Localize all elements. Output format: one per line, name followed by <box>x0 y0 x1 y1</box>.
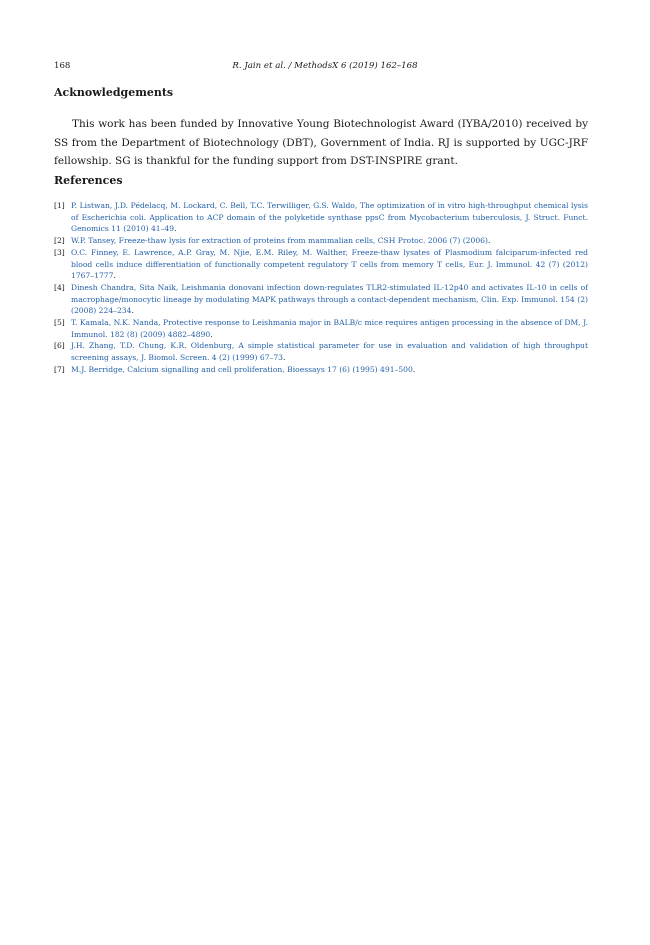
reference-link[interactable]: M.J. Berridge, Calcium signalling and cell proliferation, Bioessays 17 (6) (1995) 491–500 <box>71 364 413 374</box>
reference-number: [5] <box>54 318 65 328</box>
reference-item <box>54 200 588 235</box>
reference-number: [1] <box>54 201 65 210</box>
reference-link[interactable]: P. Listwan, J.D. Pédelacq, M. Lockard, C. Bell, T.C. Terwilliger, G.S. Waldo, The optimization of in vitro high-throughput chemical lysis of Escherichia coli. Application to ACP domain of the polyketide synthase ppsC from Mycobacterium tuberculosis, J. Struct. Funct. Genomics 11 (2010) 41–49 <box>71 201 588 234</box>
reference-number: [7] <box>54 364 65 374</box>
page-number: 168 <box>54 61 71 71</box>
reference-item <box>54 247 588 282</box>
reference-period: . <box>113 271 116 281</box>
reference-period: . <box>174 224 177 234</box>
reference-period: . <box>412 364 416 374</box>
reference-item <box>54 317 588 340</box>
reference-item <box>54 282 588 317</box>
references-heading: References <box>54 174 123 187</box>
reference-link[interactable]: W.P. Tansey, Freeze-thaw lysis for extraction of proteins from mammalian cells, CSH Protoc. 2006 (7) (2006) <box>71 236 488 246</box>
reference-list <box>54 200 588 376</box>
reference-number: [4] <box>54 282 65 292</box>
reference-item <box>54 235 588 247</box>
reference-link[interactable]: Dinesh Chandra, Sita Naik, Leishmania donovani infection down-regulates TLR2-stimulated IL-12p40 and activates IL-10 in cells of macrophage/monocytic lineage by modulating MAPK pathways through a contact-dependent mechanism, Clin. Exp. Immunol. 154 (2) (2008) 224–234 <box>71 282 588 316</box>
reference-number: [2] <box>54 236 65 246</box>
reference-item <box>54 340 588 363</box>
reference-link[interactable]: O.C. Finney, E. Lawrence, A.P. Gray, M. Njie, E.M. Riley, M. Walther, Freeze-thaw lysates of Plasmodium falciparum-infected red blood cells induce differentiation of functionally competent regulatory T cells from memory T cells, Eur. J. Immunol. 42 (7) (2012) 1767–1777 <box>71 247 588 281</box>
reference-number: [6] <box>54 341 65 351</box>
reference-item <box>54 364 588 376</box>
reference-number: [3] <box>54 247 65 257</box>
reference-period: . <box>210 329 213 339</box>
reference-link[interactable]: T. Kamala, N.K. Nanda, Protective response to Leishmania major in BALB/c mice requires antigen processing in the absence of DM, J. Immunol. 182 (8) (2009) 4882–4890 <box>71 318 588 339</box>
running-title: R. Jain et al. / MethodsX 6 (2019) 162–168 <box>232 61 418 71</box>
running-header <box>54 61 596 75</box>
acknowledgements-paragraph: This work has been funded by Innovative Young Biotechnologist Award (IYBA/2010) received by SS from the Department of Biotechnology (DBT), Government of India. RJ is supported by UGC-JRF fellowship. SG is thankful for the funding support from DST-INSPIRE grant. <box>54 118 588 167</box>
reference-period: . <box>487 236 491 246</box>
reference-link[interactable]: J.H. Zhang, T.D. Chung, K.R. Oldenburg, A simple statistical parameter for use in evaluation and validation of high throughput screening assays, J. Biomol. Screen. 4 (2) (1999) 67–73 <box>71 341 588 363</box>
acknowledgements-heading: Acknowledgements <box>54 86 174 99</box>
reference-period: . <box>283 353 286 363</box>
reference-period: . <box>131 306 134 316</box>
